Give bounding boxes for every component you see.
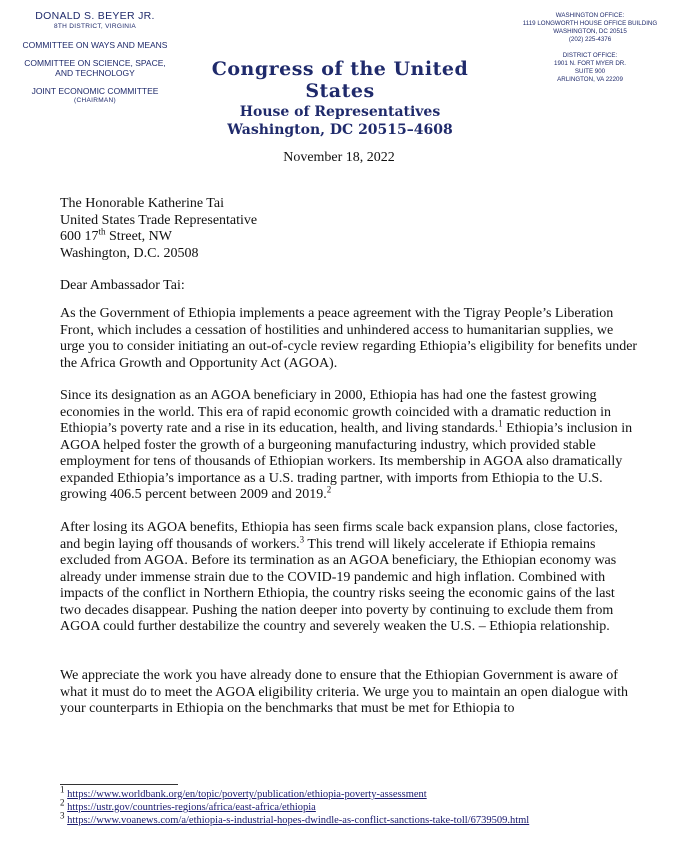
salutation: Dear Ambassador Tai: <box>60 278 185 293</box>
district-office-line1: 1901 N. FORT MYER DR. <box>554 60 626 67</box>
footnote-ref-2: 2 <box>326 484 332 495</box>
street-number: 600 17 <box>60 229 99 244</box>
footnote-1-link[interactable]: https://www.worldbank.org/en/topic/poverty/publication/ethiopia-poverty-assessment <box>67 789 427 800</box>
street-ordinal: th <box>98 226 106 237</box>
washington-office-line1: 1119 LONGWORTH HOUSE OFFICE BUILDING <box>522 20 658 27</box>
masthead-house: House of Representatives <box>239 104 441 120</box>
recipient-address <box>60 196 257 262</box>
paragraph-2-text-a: Since its designation as an AGOA beneficiary in 2000, Ethiopia has had one the fastest growing economies in the world. This era of rapid economic growth coincided with a dramatic reduction in Ethiopia’s poverty rate and a rise in its education, health, and living standards. <box>60 388 612 436</box>
paragraph-2 <box>60 388 638 504</box>
footnote-1 <box>60 784 427 801</box>
footnote-3-mark: 3 <box>60 810 65 821</box>
footnote-ref-1: 1 <box>498 418 503 429</box>
washington-office-line2: WASHINGTON, DC 20515 <box>553 28 627 35</box>
member-info <box>0 10 190 104</box>
paragraph-2-text-b: Ethiopia’s inclusion in AGOA helped foster the growth of a burgeoning manufacturing industry, which provided stable employment for tens of thousands of Ethiopian workers. Its membership in AGOA also dramatically expanded Ethiopia’s importance as a U.S. trading partner, with imports from Ethiopia to the U.S. growing 406.5 percent between 2009 and 2019. <box>60 421 633 502</box>
recipient-line4: Washington, D.C. 20508 <box>60 245 199 261</box>
footnote-3-link[interactable]: https://www.voanews.com/a/ethiopia-s-industrial-hopes-dwindle-as-conflict-sanctions-take-toll/6739509.html <box>67 815 530 826</box>
district-office-line3: ARLINGTON, VA 22209 <box>557 76 623 83</box>
paragraph-4-text: We appreciate the work you have already done to ensure that the Ethiopian Government is aware of what it must do to meet the AGOA eligibility criteria. We urge you to maintain an open dialogue with your counterparts in Ethiopia on the benchmarks that must be met for Ethiopia to <box>60 668 628 716</box>
paragraph-3-text-b: This trend will likely accelerate if Ethiopia remains excluded from AGOA. Before its termination as an AGOA beneficiary, the Ethiopian economy was already under immense strain due to the COVID-19 pandemic and high inflation. Combined with impacts of the conflict in Northern Ethiopia, the country risks seeing the economic gains of the last two decades disappear. Pushing the nation deeper into poverty by continuing to exclude them from AGOA could further destabilize the country and severely weaken the U.S. – Ethiopia relationship. <box>60 536 617 634</box>
footnote-divider <box>60 784 178 785</box>
paragraph-3-text-a: After losing its AGOA benefits, Ethiopia has seen firms scale back expansion plans, close factories, and begin laying off thousands of workers. <box>60 520 618 552</box>
footnote-1-mark: 1 <box>60 784 65 795</box>
paragraph-1 <box>60 306 638 372</box>
paragraph-1-text: As the Government of Ethiopia implements a peace agreement with the Tigray People’s Liberation Front, which includes a cessation of hostilities and unhindered access to humanitarian supplies, we urge you to consider initiating an out-of-cycle review regarding Ethiopia’s eligibility for benefits under the Africa Growth and Opportunity Act (AGOA). <box>60 306 638 371</box>
chairman-note: (CHAIRMAN) <box>74 97 116 104</box>
paragraph-3 <box>60 520 638 636</box>
masthead <box>190 58 490 138</box>
footnote-ref-3: 3 <box>299 533 305 544</box>
office-info <box>510 12 670 84</box>
district-office-label: DISTRICT OFFICE: <box>562 52 618 59</box>
washington-office-label: WASHINGTON OFFICE: <box>555 12 625 19</box>
letter-date: November 18, 2022 <box>283 150 395 165</box>
street-rest: Street, NW <box>105 229 172 244</box>
recipient-line3 <box>60 226 257 246</box>
masthead-address: Washington, DC 20515–4608 <box>227 122 453 138</box>
masthead-congress: Congress of the United States <box>211 58 469 102</box>
paragraph-4 <box>60 668 638 718</box>
committee-joint-economic: JOINT ECONOMIC COMMITTEE <box>31 86 159 96</box>
recipient-line1: The Honorable Katherine Tai <box>60 196 224 211</box>
footnote-2-link[interactable]: https://ustr.gov/countries-regions/africa/east-africa/ethiopia <box>67 802 316 813</box>
committee-science: COMMITTEE ON SCIENCE, SPACE, AND TECHNOLOGY <box>24 58 166 78</box>
footnote-2-mark: 2 <box>60 797 65 808</box>
member-name: DONALD S. BEYER JR. <box>35 10 155 22</box>
member-district: 8TH DISTRICT, VIRGINIA <box>53 23 137 30</box>
committee-ways-means: COMMITTEE ON WAYS AND MEANS <box>22 40 168 50</box>
footnote-3 <box>60 810 530 827</box>
washington-office-phone: (202) 225-4376 <box>568 36 612 43</box>
footnote-2 <box>60 797 316 814</box>
recipient-line2: United States Trade Representative <box>60 212 258 228</box>
district-office-line2: SUITE 900 <box>574 68 606 75</box>
